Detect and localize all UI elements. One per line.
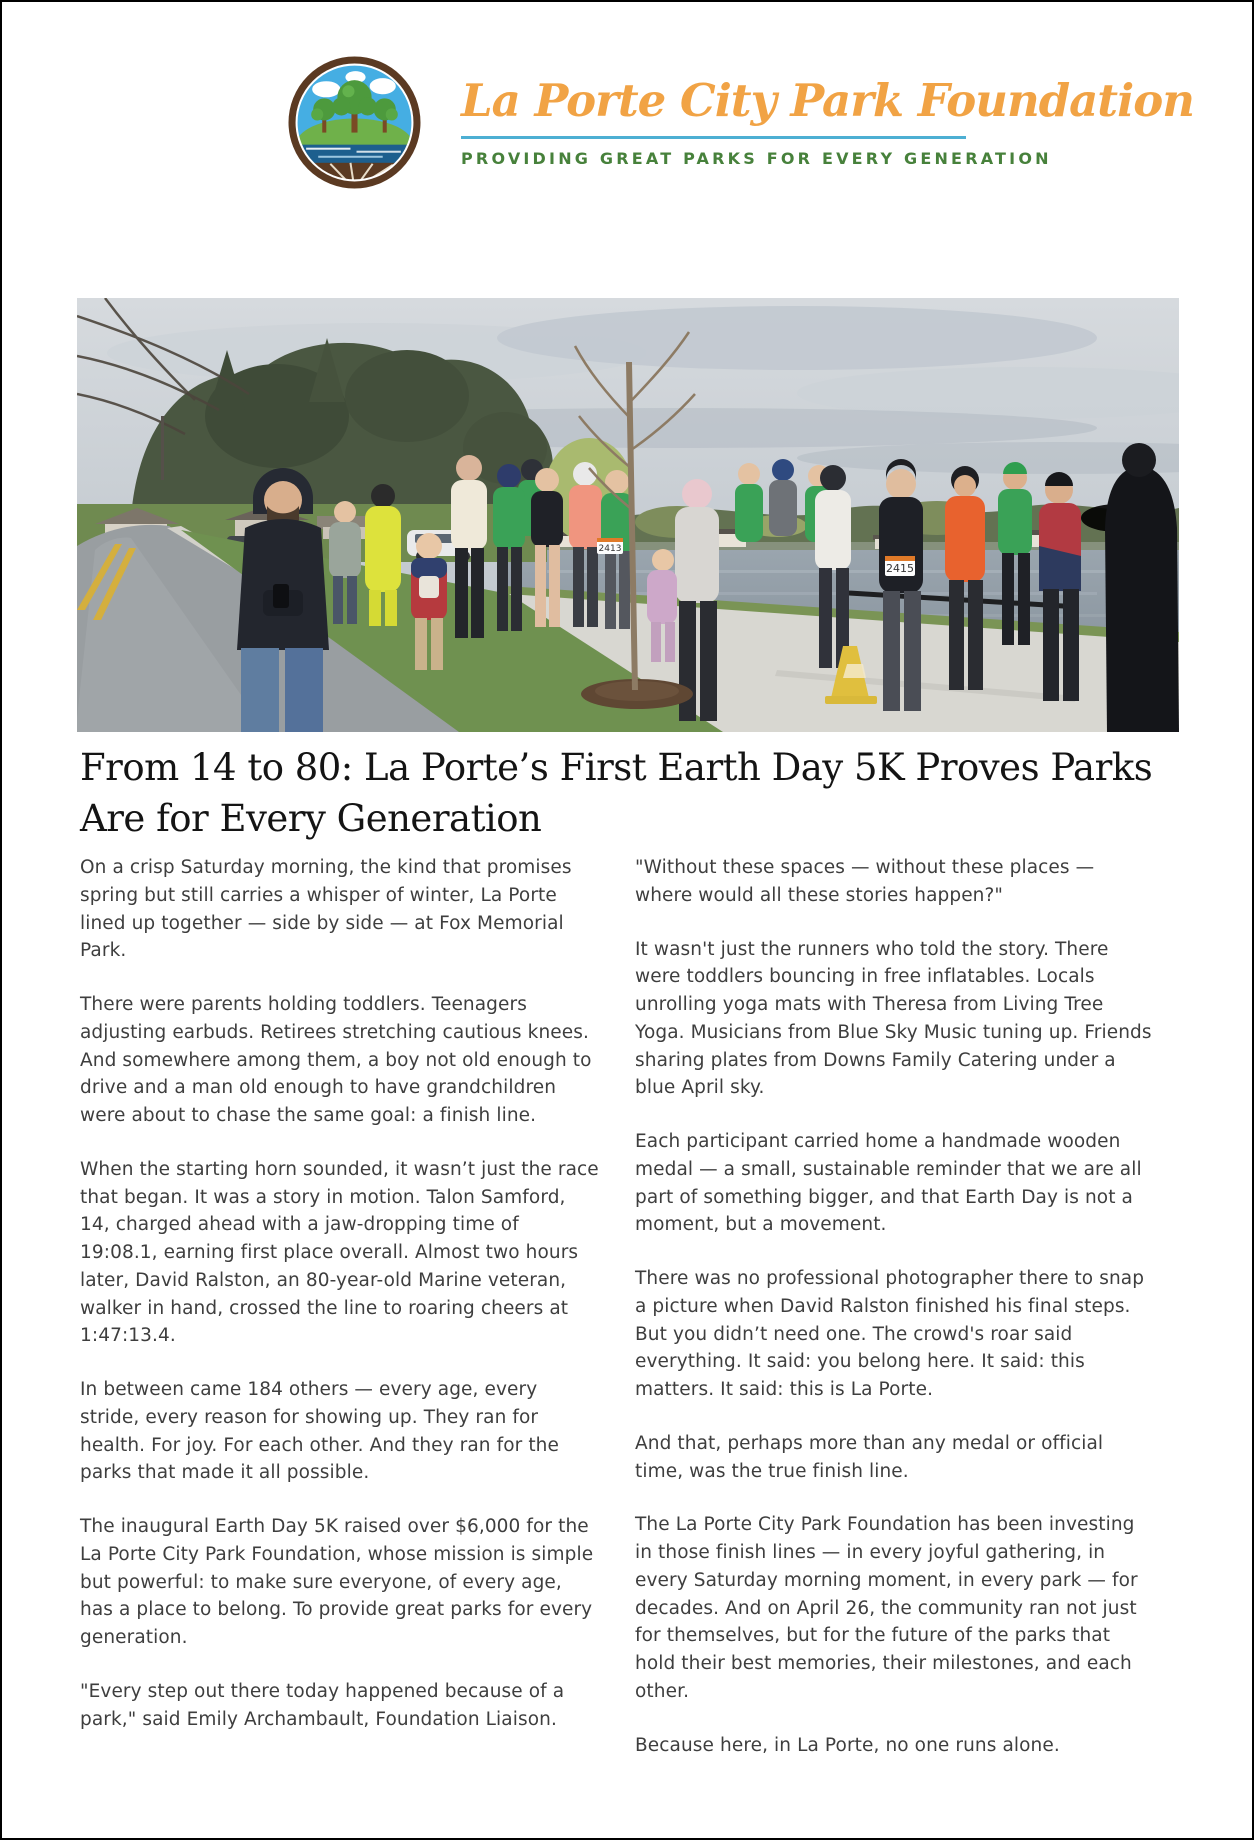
paragraph: When the starting horn sounded, it wasn’t just the race that began. It was a story in motion. Talon Samford, 14, charged ahead with a jaw-dropping time of 19:08.1, earning first place overall. Almost two hours later, David Ralston, an 80-year-old Marine veteran, walker in hand, crossed the line to roaring cheers at 1:47:13.4.	[80, 1158, 599, 1347]
paragraph: It wasn't just the runners who told the story. There were toddlers bouncing in free inflatables. Locals unrolling yoga mats with Theresa from Living Tree Yoga. Musicians from Blue Sky Music tuning up. Friends sharing plates from Downs Family Catering under a blue April sky.	[635, 938, 1152, 1099]
event-photo	[77, 298, 1179, 732]
paragraph: Because here, in La Porte, no one runs alone.	[635, 1734, 1060, 1756]
paragraph: There were parents holding toddlers. Teenagers adjusting earbuds. Retirees stretching cautious knees. And somewhere among them, a boy not old enough to drive and a man old enough to have grandchildren were about to chase the same goal: a finish line.	[80, 994, 592, 1126]
svg-text:2415: 2415	[886, 562, 914, 575]
foundation-logo	[288, 56, 421, 189]
header-divider	[461, 136, 966, 139]
paragraph: The inaugural Earth Day 5K raised over $6,000 for the La Porte City Park Foundation, whose mission is simple but powerful: to make sure everyone, of every age, has a place to belong. To provide great parks for every generation.	[80, 1516, 594, 1648]
paragraph: There was no professional photographer there to snap a picture when David Ralston finished his final steps. But you didn’t need one. The crowd's roar said everything. It said: you belong here. It said: this matters. It said: this is La Porte.	[635, 1268, 1145, 1400]
org-name: La Porte City Park Foundation	[461, 73, 1194, 127]
paragraph: "Every step out there today happened because of a park," said Emily Archambault, Foundation Liaison.	[80, 1680, 565, 1730]
article-column-left	[80, 854, 599, 1759]
paragraph: In between came 184 others — every age, every stride, every reason for showing up. They ran for health. For joy. For each other. And they ran for the parks that made it all possible.	[80, 1379, 559, 1484]
paragraph: On a crisp Saturday morning, the kind that promises spring but still carries a whisper of winter, La Porte lined up together — side by side — at Fox Memorial Park.	[80, 857, 572, 962]
article-body	[80, 854, 1154, 1759]
figure-group-green	[451, 455, 633, 638]
article-headline: From 14 to 80: La Porte’s First Earth Day 5K Proves Parks Are for Every Generation	[80, 746, 1153, 841]
paragraph: "Without these spaces — without these places — where would all these stories happen?"	[635, 857, 1095, 906]
header-text	[461, 73, 1194, 169]
header	[2, 56, 1252, 189]
article-column-right	[635, 854, 1154, 1759]
org-tagline: PROVIDING GREAT PARKS FOR EVERY GENERATION	[461, 149, 1052, 169]
paragraph: And that, perhaps more than any medal or official time, was the true finish line.	[635, 1432, 1104, 1482]
svg-text:2413: 2413	[598, 544, 622, 554]
paragraph: The La Porte City Park Foundation has been investing in those finish lines — in every joyful gathering, in every Saturday morning moment, in every park — for decades. And on April 26, the community ran not just for themselves, but for the future of the parks that hold their best memories, their milestones, and each other.	[635, 1514, 1138, 1702]
paragraph: Each participant carried home a handmade wooden medal — a small, sustainable reminder that we are all part of something bigger, and that Earth Day is not a moment, but a movement.	[635, 1131, 1142, 1236]
